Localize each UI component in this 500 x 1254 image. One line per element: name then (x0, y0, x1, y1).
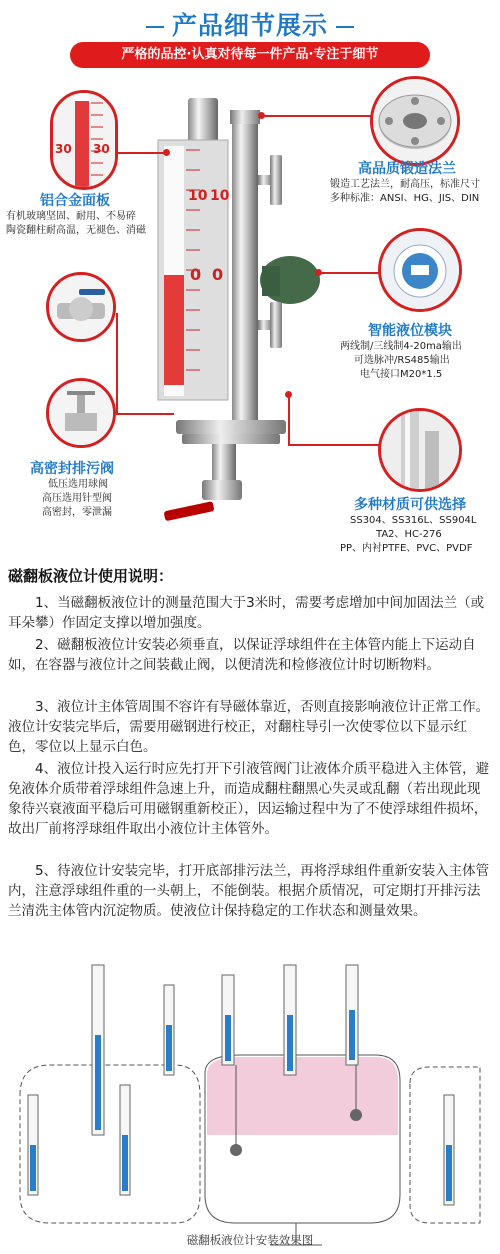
panel-scale-icon (53, 93, 115, 187)
module-detail-circle (378, 228, 462, 312)
leader-dot (258, 112, 265, 119)
panel-desc-2: 陶瓷翻柱耐高温，无褪色、消磁 (6, 225, 146, 236)
scale-label-0: 0 (212, 265, 224, 284)
leader-line (118, 152, 166, 154)
flange-title: 高品质锻造法兰 (358, 161, 456, 177)
installation-diagram (0, 955, 500, 1254)
leader-line (116, 413, 174, 415)
panel-detail-circle (50, 90, 118, 190)
leader-line (288, 444, 380, 446)
ball-valve-icon (49, 275, 113, 339)
leader-line (318, 272, 380, 274)
ball-valve-circle (46, 272, 116, 342)
needle-valve-icon (49, 381, 113, 445)
leader-dot (315, 269, 322, 276)
leader-line (288, 394, 290, 444)
transmitter-module-icon (381, 231, 459, 309)
instruction-paragraph-4: 4、液位计投入运行时应先打开下引液管阀门让液体介质平稳进入主体管，避免液体介质带着浮球组件急速上升，而造成翻柱翻黑心失灵或乱翻（若出现此现象待兴衰液面平稳后可用磁钢重新校正），因运输过程中为了不使浮球组件损坏，故出厂前将浮球组件取出小液位计主体管外。 (8, 761, 490, 837)
scale-label-10: 10 (210, 188, 230, 204)
module-desc-2: 可选脉冲/RS485输出 (354, 355, 450, 366)
diagram-caption: 磁翻板液位计安装效果图 (186, 1233, 314, 1247)
scale-label-30: 30 (93, 142, 110, 156)
material-title: 多种材质可供选择 (354, 497, 466, 513)
scale-label-0: 0 (190, 265, 202, 284)
product-detail-section (0, 0, 500, 560)
instruction-paragraph-3: 3、液位计主体管周围不容许有导磁体靠近，否则直接影响液位计正常工作。液位计安装完毕后，需要用磁钢进行校正，对翻柱导引一次使零位以下显示红色，零位以上显示白色。 (8, 699, 490, 755)
module-desc-3: 电气接口M20*1.5 (360, 369, 443, 380)
flange-desc-1: 锻造工艺法兰，耐高压，标准尺寸 (330, 179, 480, 190)
level-gauge-product-image (150, 80, 350, 540)
page-title: 产品细节展示 (0, 6, 500, 42)
scale-label-10: 10 (188, 188, 208, 204)
leader-dot (285, 391, 292, 398)
panel-title: 铝合金面板 (40, 193, 110, 209)
scale-label-30: 30 (55, 142, 72, 156)
instruction-paragraph-2: 2、磁翻板液位计安装必须垂直，以保证浮球组件在主体管内能上下运动自如，在容器与液位计之间装截止阀，以便清洗和检修液位计时切断物料。 (8, 637, 476, 673)
material-desc-3: PP、内衬PTFE、PVC、PVDF (340, 543, 473, 554)
quality-banner: 严格的品控·认真对待每一件产品·专注于细节 (70, 42, 430, 68)
module-desc-1: 两线制/三线制4-20ma输出 (340, 341, 462, 352)
valve-desc-1: 低压选用球阀 (48, 479, 108, 490)
valve-desc-3: 高密封，零泄漏 (42, 507, 112, 518)
instructions-title: 磁翻板液位计使用说明： (8, 567, 174, 585)
material-detail-circle (378, 408, 462, 492)
material-desc-2: TA2、HC-276 (376, 529, 442, 540)
valve-desc-2: 高压选用针型阀 (42, 493, 112, 504)
instruction-paragraph-5: 5、待液位计安装完毕，打开底部排污法兰，再将浮球组件重新安装入主体管内，注意浮球组件重的一头朝上，不能倒装。根据介质情况，可定期打开排污法兰清洗主体管内沉淀物质。使液位计保持稳定的工作状态和测量效果。 (8, 863, 490, 919)
valve-title: 高密封排污阀 (30, 461, 114, 477)
instruction-paragraph-1: 1、当磁翻板液位计的测量范围大于3米时，需要考虑增加中间加固法兰（或耳朵攀）作固定支撑以增加强度。 (8, 595, 485, 631)
panel-desc-1: 有机玻璃坚固、耐用、不易碎 (6, 211, 136, 222)
leader-dot (163, 149, 170, 156)
leader-line (116, 313, 118, 413)
flange-desc-2: 多种标准：ANSI、HG、JIS、DIN (330, 193, 480, 204)
flange-icon (373, 79, 457, 163)
material-desc-1: SS304、SS316L、SS904L (350, 515, 477, 526)
pipe-material-icon (381, 411, 459, 489)
module-title: 智能液位模块 (368, 323, 452, 339)
leader-line (262, 115, 372, 117)
flange-detail-circle (370, 76, 460, 166)
needle-valve-circle (46, 378, 116, 448)
